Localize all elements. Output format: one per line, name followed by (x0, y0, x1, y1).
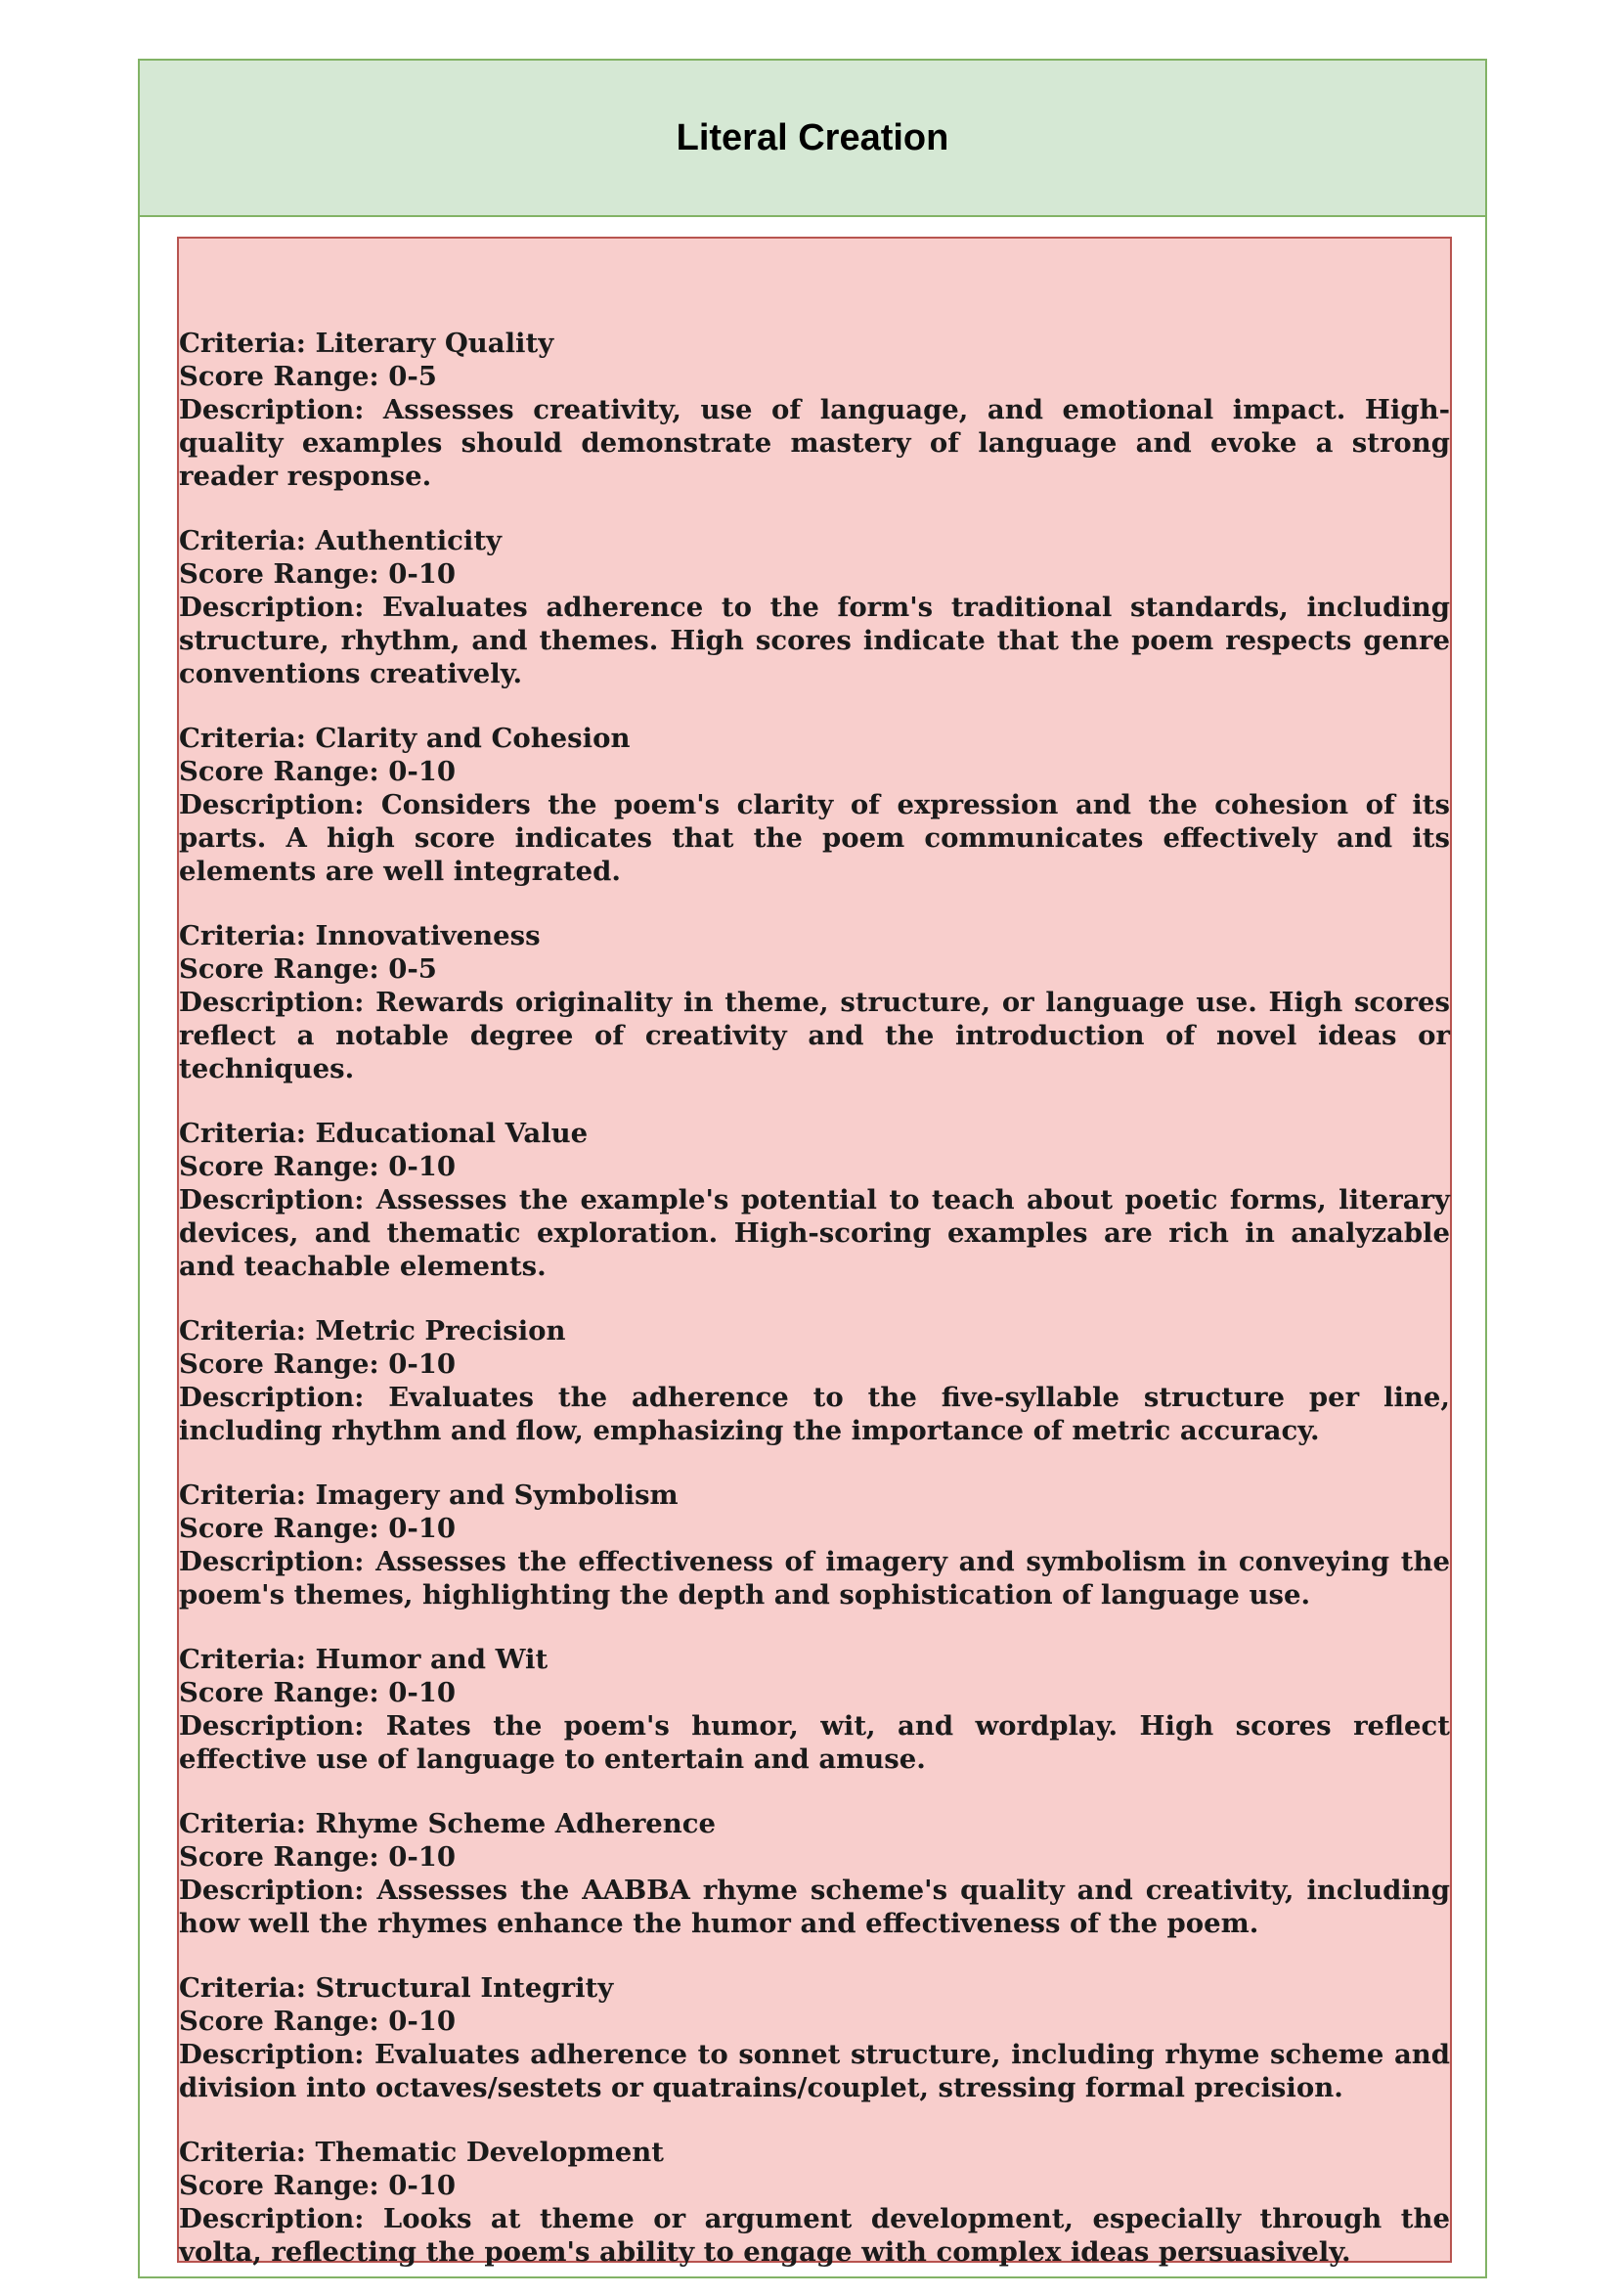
outer-container (138, 59, 1487, 2278)
criterion-name: Criteria: Structural Integrity (179, 1972, 614, 2004)
criterion-description: Description: Assesses the example's potential to teach about poetic forms, literary devices, and thematic exploration. High-scoring examples are rich in analyzable and teachable elements. (179, 1184, 1450, 1282)
criterion-score-range: Score Range: 0-10 (179, 1513, 457, 1544)
criterion-name: Criteria: Authenticity (179, 525, 503, 556)
criterion-description: Description: Assesses the AABBA rhyme scheme's quality and creativity, including how well the rhymes enhance the humor and effectiveness of the poem. (179, 1875, 1450, 1939)
criterion-score-range: Score Range: 0-5 (179, 953, 437, 985)
criterion-score-range: Score Range: 0-10 (179, 1841, 457, 1873)
criterion-name: Criteria: Rhyme Scheme Adherence (179, 1808, 717, 1839)
criterion-score-range: Score Range: 0-10 (179, 756, 457, 787)
criterion-item (179, 327, 1450, 493)
criterion-score-range: Score Range: 0-10 (179, 2006, 457, 2037)
criterion-description: Description: Considers the poem's clarity of expression and the cohesion of its parts. A high score indicates that the poem communicates effectively and its elements are well integrated. (179, 789, 1450, 887)
criterion-score-range: Score Range: 0-10 (179, 1151, 457, 1182)
criterion-name: Criteria: Literary Quality (179, 328, 554, 359)
title-header (140, 61, 1485, 217)
criterion-item (179, 524, 1450, 690)
criterion-name: Criteria: Clarity and Cohesion (179, 723, 631, 754)
criterion-score-range: Score Range: 0-10 (179, 2170, 457, 2201)
criterion-description: Description: Assesses the effectiveness of imagery and symbolism in conveying the poem's themes, highlighting the depth and sophistication of language use. (179, 1546, 1450, 1611)
criterion-score-range: Score Range: 0-10 (179, 1348, 457, 1380)
criterion-item (179, 2136, 1450, 2269)
criterion-score-range: Score Range: 0-10 (179, 1677, 457, 1708)
criterion-score-range: Score Range: 0-10 (179, 558, 457, 590)
criterion-item (179, 1479, 1450, 1612)
criterion-item (179, 919, 1450, 1085)
criterion-description: Description: Evaluates adherence to the form's traditional standards, including structure, rhythm, and themes. High scores indicate that the poem respects genre conventions creatively. (179, 592, 1450, 689)
criterion-item (179, 1643, 1450, 1776)
criterion-description: Description: Evaluates the adherence to the five-syllable structure per line, including rhythm and flow, emphasizing the importance of metric accuracy. (179, 1382, 1450, 1446)
criterion-description: Description: Looks at theme or argument development, especially through the volta, reflecting the poem's ability to engage with complex ideas persuasively. (179, 2203, 1450, 2268)
criterion-name: Criteria: Humor and Wit (179, 1644, 549, 1675)
criterion-item (179, 1117, 1450, 1283)
criterion-description: Description: Evaluates adherence to sonnet structure, including rhyme scheme and division into octaves/sestets or quatrains/couplet, stressing formal precision. (179, 2039, 1450, 2103)
criterion-description: Description: Rewards originality in theme, structure, or language use. High scores reflect a notable degree of creativity and the introduction of novel ideas or techniques. (179, 987, 1450, 1084)
criterion-item (179, 722, 1450, 888)
criterion-name: Criteria: Educational Value (179, 1118, 589, 1149)
criterion-item (179, 1314, 1450, 1447)
criterion-description: Description: Assesses creativity, use of language, and emotional impact. High-quality examples should demonstrate mastery of language and evoke a strong reader response. (179, 394, 1450, 492)
page-title: Literal Creation (676, 116, 949, 158)
criterion-description: Description: Rates the poem's humor, wit, and wordplay. High scores reflect effective use of language to entertain and amuse. (179, 1710, 1450, 1775)
criterion-name: Criteria: Imagery and Symbolism (179, 1479, 679, 1511)
criterion-item (179, 1971, 1450, 2104)
criterion-item (179, 1807, 1450, 1940)
criterion-name: Criteria: Metric Precision (179, 1315, 566, 1347)
criterion-name: Criteria: Thematic Development (179, 2137, 664, 2168)
criterion-name: Criteria: Innovativeness (179, 920, 541, 951)
criteria-panel (177, 237, 1452, 2268)
criterion-score-range: Score Range: 0-5 (179, 361, 437, 392)
